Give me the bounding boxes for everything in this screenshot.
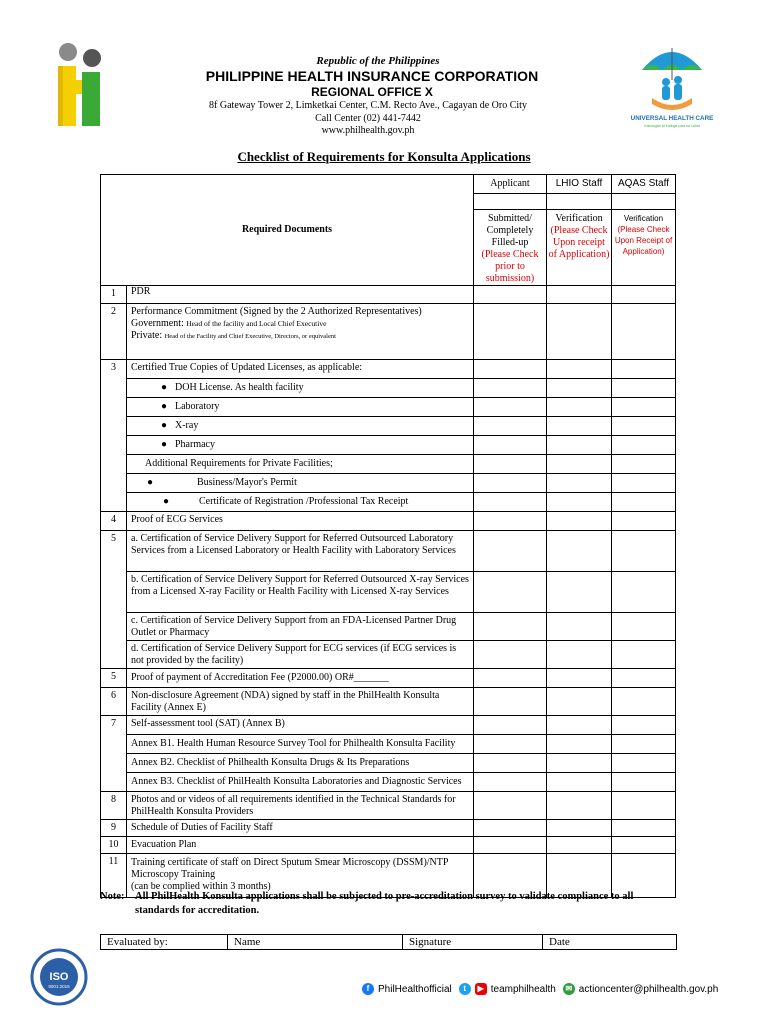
note-text: All PhilHealth Konsulta applications shall be subjected to pre-accreditation survey to validate compliance to all standards for accreditation.: [135, 891, 634, 916]
applicant-check[interactable]: [474, 641, 547, 669]
col-lhio-staff: LHIO Staff: [547, 175, 612, 194]
evaluation-table: [100, 934, 677, 950]
aqas-blank: [612, 194, 676, 210]
aqas-check[interactable]: [612, 286, 676, 304]
aqas-check[interactable]: [612, 792, 676, 820]
applicant-check[interactable]: [474, 379, 547, 398]
applicant-check[interactable]: [474, 436, 547, 455]
signature-field[interactable]: Signature: [403, 935, 543, 950]
requirements-table: [100, 174, 676, 898]
row-number: 10: [101, 837, 127, 854]
req-cert-pharmacy: c. Certification of Service Delivery Support from an FDA-Licensed Partner Drug Outlet or Pharmacy: [127, 613, 474, 641]
header-website: www.philhealth.gov.ph: [321, 125, 415, 136]
col-applicant: Applicant: [474, 175, 547, 194]
gov-label: Government:: [131, 318, 184, 329]
req-performance-text: Performance Commitment (Signed by the 2 Authorized Representatives): [131, 306, 422, 317]
aqas-check[interactable]: [612, 379, 676, 398]
aqas-check[interactable]: [612, 773, 676, 792]
row-number: 6: [101, 688, 127, 716]
bullet: ●: [160, 420, 168, 431]
aqas-check[interactable]: [612, 735, 676, 754]
applicant-check[interactable]: [474, 474, 547, 493]
req-evacuation-plan: Evacuation Plan: [127, 837, 474, 854]
aqas-check[interactable]: [612, 360, 676, 379]
applicant-check[interactable]: [474, 716, 547, 735]
lhio-check[interactable]: [547, 379, 612, 398]
applicant-sub-black: Submitted/ Completely Filled-up: [486, 213, 534, 248]
req-certified-licenses: Certified True Copies of Updated Licenses, as applicable:: [127, 360, 474, 379]
aqas-check[interactable]: [612, 820, 676, 837]
lhio-check[interactable]: [547, 820, 612, 837]
lhio-check[interactable]: [547, 773, 612, 792]
aqas-check[interactable]: [612, 754, 676, 773]
req-photos-videos: Photos and or videos of all requirements identified in the Technical Standards for PhilHealth Konsulta Providers: [127, 792, 474, 820]
applicant-check[interactable]: [474, 398, 547, 417]
header-republic: Republic of the Philippines: [316, 55, 440, 67]
header-region: REGIONAL OFFICE X: [311, 85, 433, 99]
applicant-check[interactable]: [474, 417, 547, 436]
req-schedule-duties: Schedule of Duties of Facility Staff: [127, 820, 474, 837]
bullet: ●: [163, 496, 170, 507]
req-doh-text: DOH License. As health facility: [175, 382, 304, 393]
bullet: ●: [160, 439, 168, 450]
lhio-check[interactable]: [547, 474, 612, 493]
req-pdr: PDR: [127, 286, 474, 304]
bullet: ●: [160, 382, 168, 393]
applicant-check[interactable]: [474, 572, 547, 613]
aqas-check[interactable]: [612, 398, 676, 417]
applicant-check[interactable]: [474, 669, 547, 688]
aqas-check[interactable]: [612, 493, 676, 512]
req-additional-private: Additional Requirements for Private Facilities;: [127, 455, 474, 474]
applicant-blank: [474, 194, 547, 210]
lhio-check[interactable]: [547, 792, 612, 820]
req-nda: Non-disclosure Agreement (NDA) signed by staff in the PhilHealth Konsulta Facility (Annex E): [127, 688, 474, 716]
aqas-check[interactable]: [612, 837, 676, 854]
row-number: 5: [101, 669, 127, 688]
req-cert-ecg: d. Certification of Service Delivery Support for ECG services (if ECG services is not provided by the facility): [127, 641, 474, 669]
row-number: 9: [101, 820, 127, 837]
applicant-check[interactable]: [474, 754, 547, 773]
header-corporation: PHILIPPINE HEALTH INSURANCE CORPORATION: [205, 68, 539, 84]
applicant-check[interactable]: [474, 531, 547, 572]
priv-text: Head of the Facility and Chief Executive, Directors, or equivalent: [164, 333, 336, 340]
facebook-handle[interactable]: PhilHealthofficial: [378, 983, 452, 995]
row-number: 8: [101, 792, 127, 820]
applicant-check[interactable]: [474, 613, 547, 641]
req-cert-text: Certificate of Registration /Professional Tax Receipt: [199, 496, 409, 507]
applicant-check[interactable]: [474, 304, 547, 360]
req-annex-b1: Annex B1. Health Human Resource Survey Tool for Philhealth Konsulta Facility: [127, 735, 474, 754]
row-number: 1: [101, 286, 127, 304]
req-laboratory: [127, 398, 474, 417]
aqas-check[interactable]: [612, 613, 676, 641]
req-sat: Self-assessment tool (SAT) (Annex B): [127, 716, 474, 735]
req-accreditation-fee: Proof of payment of Accreditation Fee (P2000.00) OR#_______: [127, 669, 474, 688]
lhio-check[interactable]: [547, 531, 612, 572]
lhio-check[interactable]: [547, 304, 612, 360]
req-performance-commitment: [127, 304, 474, 360]
aqas-subheader: [612, 210, 676, 286]
applicant-sub-red: (Please Check prior to submission): [481, 249, 539, 284]
req-business-permit: [127, 474, 474, 493]
applicant-check[interactable]: [474, 735, 547, 754]
applicant-check[interactable]: [474, 512, 547, 531]
lhio-blank: [547, 194, 612, 210]
applicant-check[interactable]: [474, 820, 547, 837]
gov-text: Head of the facility and Local Chief Executive: [186, 319, 327, 328]
twitter-youtube-handle[interactable]: teamphilhealth: [490, 983, 556, 995]
req-cert-registration: [127, 493, 474, 512]
aqas-check[interactable]: [612, 641, 676, 669]
iso-sub: 9001:2015: [48, 984, 70, 989]
aqas-check[interactable]: [612, 572, 676, 613]
date-field[interactable]: Date: [543, 935, 677, 950]
facebook-icon[interactable]: f: [362, 983, 374, 995]
twitter-icon[interactable]: t: [459, 983, 471, 995]
req-xray: [127, 417, 474, 436]
iso-text: ISO: [49, 971, 69, 983]
email-address[interactable]: actioncenter@philhealth.gov.ph: [578, 983, 719, 995]
row-number: 3: [101, 360, 127, 512]
aqas-sub-black: Verification: [623, 214, 664, 223]
bullet: ●: [147, 477, 154, 488]
applicant-check[interactable]: [474, 360, 547, 379]
req-ecg: Proof of ECG Services: [127, 512, 474, 531]
lhio-check[interactable]: [547, 669, 612, 688]
aqas-check[interactable]: [612, 512, 676, 531]
lhio-check[interactable]: [547, 286, 612, 304]
req-pharmacy-text: Pharmacy: [175, 439, 215, 450]
req-annex-b2: Annex B2. Checklist of Philhealth Konsulta Drugs & Its Preparations: [127, 754, 474, 773]
req-doh-license: [127, 379, 474, 398]
aqas-check[interactable]: [612, 474, 676, 493]
lhio-check[interactable]: [547, 613, 612, 641]
page-title: Checklist of Requirements for Konsulta Applications: [237, 149, 531, 164]
lhio-check[interactable]: [547, 398, 612, 417]
lhio-check[interactable]: [547, 512, 612, 531]
aqas-check[interactable]: [612, 669, 676, 688]
note-label: Note:: [100, 891, 125, 902]
aqas-check[interactable]: [612, 304, 676, 360]
lhio-check[interactable]: [547, 572, 612, 613]
aqas-check[interactable]: [612, 436, 676, 455]
req-annex-b3: Annex B3. Checklist of PhilHealth Konsulta Laboratories and Diagnostic Services: [127, 773, 474, 792]
lhio-check[interactable]: [547, 754, 612, 773]
lhio-check[interactable]: [547, 417, 612, 436]
header-address: 8f Gateway Tower 2, Limketkai Center, C.M. Recto Ave., Cagayan de Oro City: [209, 100, 527, 111]
priv-label: Private:: [131, 330, 163, 341]
aqas-sub-red: (Please Check Upon Receipt of Application): [614, 225, 673, 256]
aqas-check[interactable]: [612, 531, 676, 572]
lhio-check[interactable]: [547, 837, 612, 854]
applicant-check[interactable]: [474, 286, 547, 304]
aqas-check[interactable]: [612, 455, 676, 474]
lhio-check[interactable]: [547, 716, 612, 735]
uhc-logo-text: UNIVERSAL HEALTH CARE: [630, 115, 714, 122]
header-call-center: Call Center (02) 441-7442: [315, 113, 421, 124]
applicant-check[interactable]: [474, 688, 547, 716]
req-cert-xray: b. Certification of Service Delivery Support for Referred Outsourced X-ray Services from a Licensed X-ray Facility or Health Facility with Licensed X-ray Services: [127, 572, 474, 613]
row-number: 4: [101, 512, 127, 531]
iso-certified-seal: [30, 948, 88, 1006]
aqas-check[interactable]: [612, 688, 676, 716]
row-number: 7: [101, 716, 127, 792]
req-xray-text: X-ray: [175, 420, 199, 431]
req-cert-lab: a. Certification of Service Delivery Support for Referred Outsourced Laboratory Services from a Licensed Laboratory or Health Facility with Laboratory Services: [127, 531, 474, 572]
evaluated-by-label: Evaluated by:: [101, 935, 228, 950]
lhio-check[interactable]: [547, 455, 612, 474]
lhio-sub-black: Verification: [555, 213, 603, 224]
lhio-check[interactable]: [547, 436, 612, 455]
name-field[interactable]: Name: [228, 935, 403, 950]
uhc-tagline: Kalusugan at Kalinga para sa Lahat: [644, 124, 700, 128]
aqas-check[interactable]: [612, 716, 676, 735]
lhio-check[interactable]: [547, 735, 612, 754]
lhio-sub-red: (Please Check Upon receipt of Application): [548, 225, 610, 260]
req-pharmacy: [127, 436, 474, 455]
bullet: ●: [160, 401, 168, 412]
applicant-check[interactable]: [474, 773, 547, 792]
applicant-check[interactable]: [474, 493, 547, 512]
social-links: [362, 980, 718, 998]
lhio-check[interactable]: [547, 641, 612, 669]
applicant-subheader: [474, 210, 547, 286]
req-laboratory-text: Laboratory: [175, 401, 220, 412]
lhio-check[interactable]: [547, 688, 612, 716]
req-business-text: Business/Mayor's Permit: [197, 477, 297, 488]
youtube-icon[interactable]: ▶: [475, 983, 487, 995]
lhio-check[interactable]: [547, 360, 612, 379]
row-number: 2: [101, 304, 127, 360]
applicant-check[interactable]: [474, 792, 547, 820]
lhio-subheader: [547, 210, 612, 286]
req-training-note: (can be complied within 3 months): [131, 881, 271, 892]
req-training-text: Training certificate of staff on Direct Sputum Smear Microscopy (DSSM)/NTP Microscopy Training: [131, 857, 449, 880]
email-icon[interactable]: ✉: [563, 983, 575, 995]
row-number: 11: [101, 854, 127, 898]
required-documents-header: Required Documents: [101, 175, 474, 286]
aqas-check[interactable]: [612, 417, 676, 436]
applicant-check[interactable]: [474, 837, 547, 854]
applicant-check[interactable]: [474, 455, 547, 474]
lhio-check[interactable]: [547, 493, 612, 512]
row-number: 5: [101, 531, 127, 669]
col-aqas-staff: AQAS Staff: [612, 175, 676, 194]
